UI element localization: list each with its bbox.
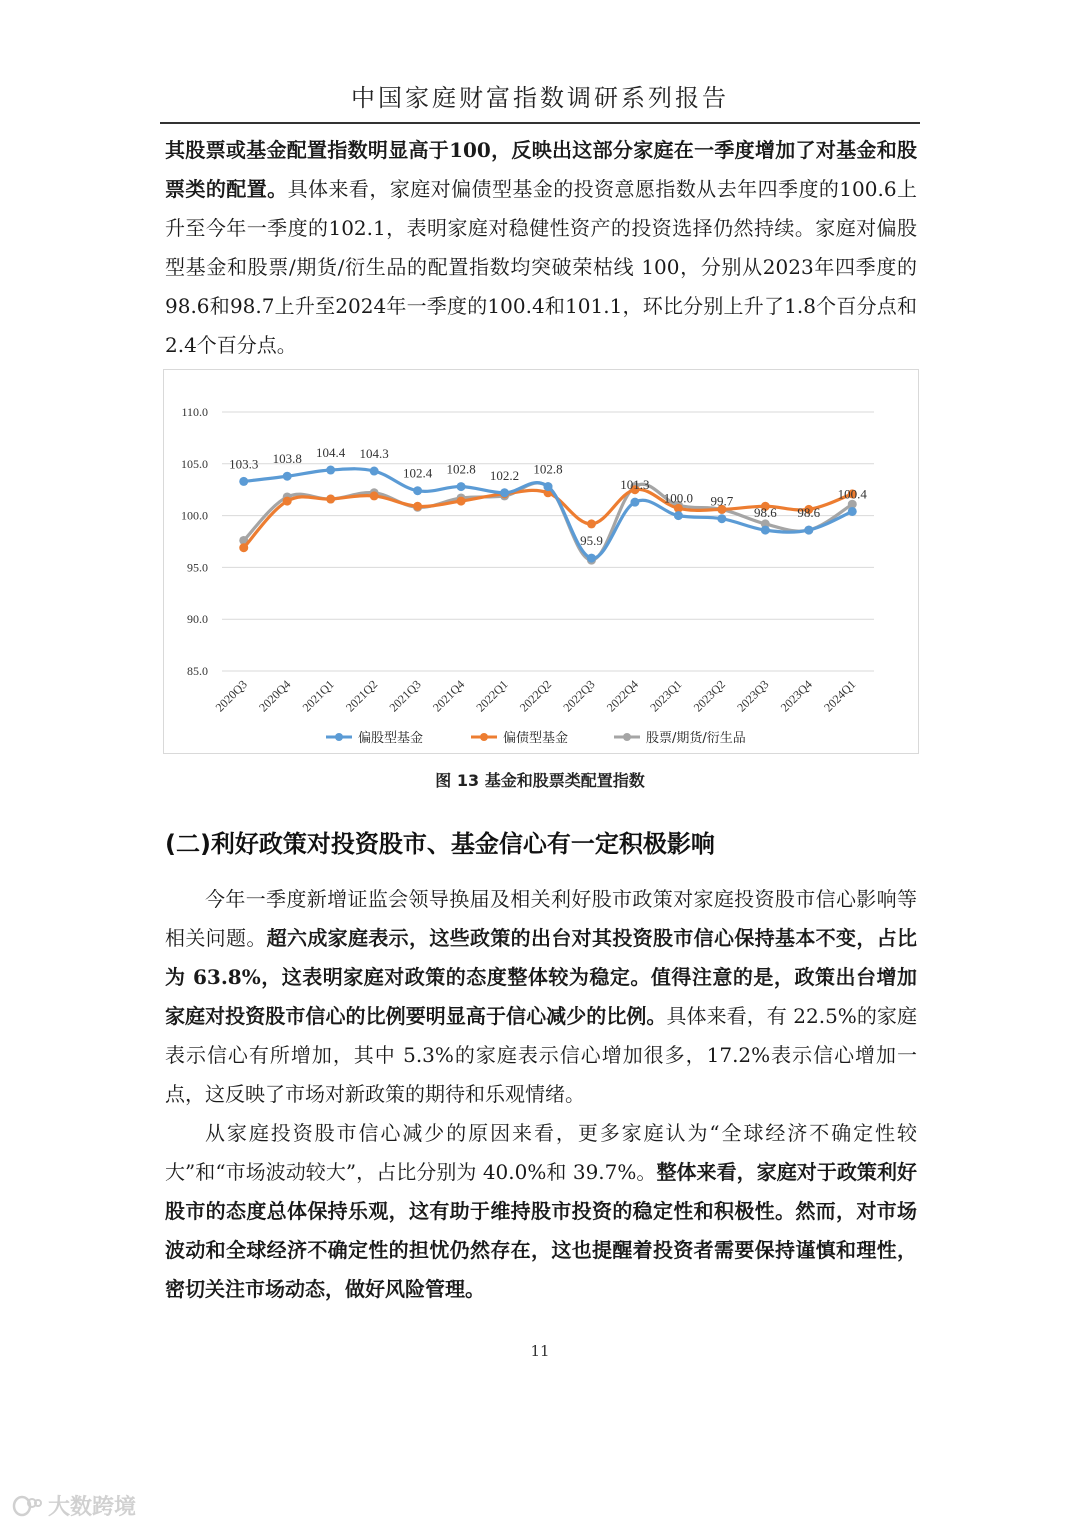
data-point bbox=[239, 543, 248, 552]
data-label: 103.8 bbox=[272, 451, 302, 467]
data-label: 100.0 bbox=[663, 490, 694, 506]
y-tick-label: 105.0 bbox=[181, 456, 208, 471]
data-label: 100.4 bbox=[837, 486, 867, 502]
paragraph-3 bbox=[165, 1114, 917, 1309]
page-number: 11 bbox=[530, 1342, 550, 1360]
watermark-text: 大数跨境 bbox=[48, 1495, 137, 1520]
data-point bbox=[630, 498, 639, 507]
paragraph-2-intro: 今年一季度新增证监会领导换届及相关利好股市政策对家庭投资股市信心影响等相关问题。 bbox=[165, 887, 917, 950]
data-label: 101.3 bbox=[620, 477, 650, 493]
data-point bbox=[544, 482, 553, 491]
data-label: 102.2 bbox=[489, 467, 520, 483]
paragraph-2 bbox=[165, 880, 917, 1114]
data-point bbox=[848, 507, 857, 516]
x-tick-label: 2024Q1 bbox=[821, 677, 859, 715]
x-tick-label: 2022Q4 bbox=[603, 677, 642, 715]
watermark bbox=[12, 1490, 136, 1521]
x-tick-label: 2021Q3 bbox=[386, 677, 424, 715]
line-chart bbox=[164, 370, 918, 753]
data-point bbox=[413, 502, 422, 511]
chart-container bbox=[163, 369, 919, 754]
x-tick-label: 2023Q3 bbox=[734, 677, 772, 715]
x-tick-label: 2021Q4 bbox=[429, 677, 468, 715]
data-label: 99.7 bbox=[710, 493, 734, 509]
paragraph-3-intro: 从家庭投资股市信心减少的原因来看，更多家庭认为“全球经济不确定性较大”和“市场波动较大”，占比分别为 40.0%和 39.7%。 bbox=[165, 1121, 917, 1184]
x-tick-label: 2023Q2 bbox=[690, 677, 728, 715]
data-label: 104.4 bbox=[316, 445, 346, 461]
data-point bbox=[370, 491, 379, 500]
data-label: 102.8 bbox=[533, 461, 563, 477]
watermark-logo-icon bbox=[12, 1494, 42, 1518]
y-tick-label: 85.0 bbox=[187, 664, 208, 678]
data-point bbox=[326, 466, 335, 475]
y-tick-label: 95.0 bbox=[187, 560, 208, 575]
legend-label: 股票/期货/衍生品 bbox=[646, 731, 746, 746]
data-label: 104.3 bbox=[359, 446, 389, 462]
data-point bbox=[457, 482, 466, 491]
data-point bbox=[370, 467, 379, 476]
x-tick-label: 2021Q2 bbox=[343, 677, 381, 715]
y-tick-label: 100.0 bbox=[181, 508, 208, 523]
y-tick-label: 90.0 bbox=[187, 612, 208, 627]
x-tick-label: 2020Q3 bbox=[212, 677, 250, 715]
data-point bbox=[804, 526, 813, 535]
header-title: 中国家庭财富指数调研系列报告 bbox=[351, 84, 729, 112]
x-tick-label: 2023Q4 bbox=[777, 677, 815, 715]
legend-label: 偏股型基金 bbox=[358, 731, 424, 746]
x-tick-label: 2022Q1 bbox=[473, 677, 511, 715]
data-point bbox=[587, 519, 596, 528]
paragraph-2-detail: 具体来看，有 22.5%的家庭表示信心有所增加，其中 5.3%的家庭表示信心增加很多，17.2%表示信心增加一点，这反映了市场对新政策的期待和乐观情绪。 bbox=[165, 1004, 917, 1106]
x-tick-label: 2020Q4 bbox=[256, 677, 294, 715]
data-point bbox=[674, 511, 683, 520]
data-label: 103.3 bbox=[229, 456, 259, 472]
legend-swatch-marker bbox=[623, 733, 631, 741]
paragraph-2-bold: 超六成家庭表示，这些政策的出台对其投资股市信心保持基本不变，占比为 63.8%，这表明家庭对政策的态度整体较为稳定。值得注意的是，政策出台增加家庭对投资股市信心的比例要明显高于信心减少的比例。 bbox=[165, 926, 918, 1028]
data-label: 98.6 bbox=[753, 505, 777, 521]
x-tick-label: 2022Q3 bbox=[560, 677, 598, 715]
data-point bbox=[587, 554, 596, 563]
data-label: 102.4 bbox=[402, 465, 433, 481]
data-label: 95.9 bbox=[580, 533, 603, 549]
data-label: 98.6 bbox=[797, 505, 821, 521]
data-point bbox=[457, 497, 466, 506]
section-heading: (二)利好政策对投资股市、基金信心有一定积极影响 bbox=[165, 830, 715, 858]
paragraph-3-bold: 整体来看，家庭对于政策利好股市的态度总体保持乐观，这有助于维持股市投资的稳定性和积极性。然而，对市场波动和全球经济不确定性的担忧仍然存在，这也提醒着投资者需要保持谨慎和理性，密切关注市场动态，做好风险管理。 bbox=[165, 1160, 917, 1301]
paragraph-1-body: 具体来看，家庭对偏债型基金的投资意愿指数从去年四季度的100.6上升至今年一季度的102.1，表明家庭对稳健性资产的投资选择仍然持续。家庭对偏股型基金和股票/期货/衍生品的配置指数均突破荣枯线 100，分别从2023年四季度的98.6和98.7上升至2024年一季度的100.4和101.1，环比分别上升了1.8个百分点和2.4个百分点。 bbox=[165, 177, 917, 357]
y-tick-label: 110.0 bbox=[181, 405, 208, 419]
data-point bbox=[283, 497, 292, 506]
data-point bbox=[500, 488, 509, 497]
x-tick-label: 2021Q1 bbox=[299, 677, 337, 715]
legend-swatch-marker bbox=[335, 733, 343, 741]
x-tick-label: 2023Q1 bbox=[647, 677, 685, 715]
data-point bbox=[283, 472, 292, 481]
paragraph-1-bold: 其股票或基金配置指数明显高于100，反映出这部分家庭在一季度增加了对基金和股票类的配置。 bbox=[165, 138, 917, 201]
paragraph-1 bbox=[165, 131, 917, 365]
data-point bbox=[717, 514, 726, 523]
figure-caption: 图 13 基金和股票类配置指数 bbox=[435, 771, 645, 790]
x-tick-label: 2022Q2 bbox=[516, 677, 555, 715]
data-point bbox=[239, 477, 248, 486]
data-point bbox=[413, 486, 422, 495]
data-label: 102.8 bbox=[446, 461, 476, 477]
header-divider bbox=[160, 122, 920, 124]
legend-swatch-marker bbox=[480, 733, 488, 741]
legend-label: 偏债型基金 bbox=[503, 731, 569, 746]
data-point bbox=[761, 526, 770, 535]
data-point bbox=[326, 495, 335, 504]
